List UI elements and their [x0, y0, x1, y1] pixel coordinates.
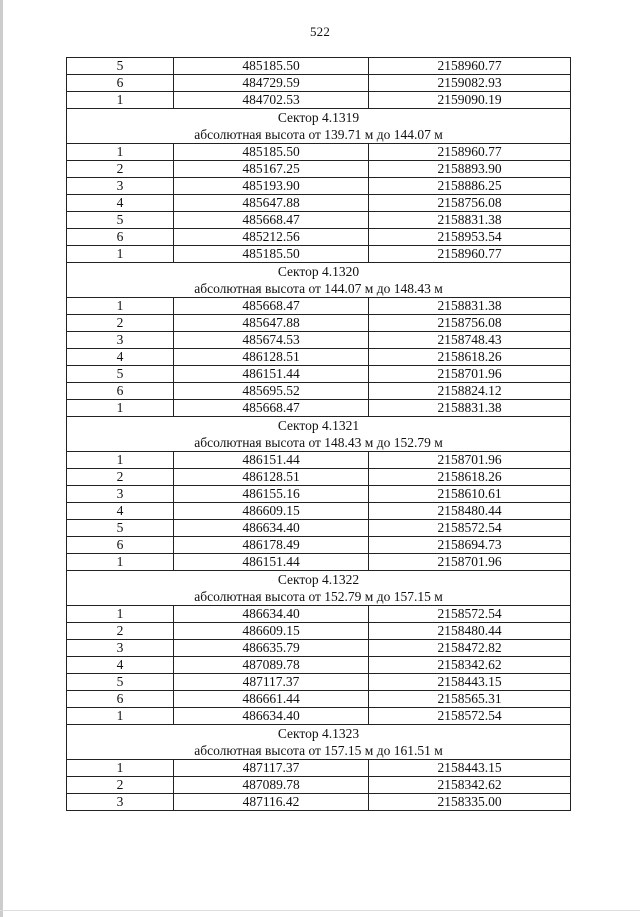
sector-title-row — [67, 725, 571, 743]
point-number: 6 — [67, 691, 174, 708]
coordinate-x: 485193.90 — [174, 178, 369, 195]
point-number: 1 — [67, 554, 174, 571]
coordinate-y: 2158756.08 — [369, 315, 571, 332]
table-row — [67, 520, 571, 537]
coordinate-y: 2158960.77 — [369, 58, 571, 75]
point-number: 3 — [67, 486, 174, 503]
coordinate-y: 2158953.54 — [369, 229, 571, 246]
coordinate-y: 2158480.44 — [369, 623, 571, 640]
point-number: 1 — [67, 400, 174, 417]
sector-altitude: абсолютная высота от 148.43 м до 152.79 м — [67, 434, 571, 452]
point-number: 4 — [67, 195, 174, 212]
coordinate-x: 486635.79 — [174, 640, 369, 657]
coordinate-x: 486634.40 — [174, 708, 369, 725]
coordinate-y: 2158893.90 — [369, 161, 571, 178]
coordinate-y: 2159082.93 — [369, 75, 571, 92]
coordinate-x: 487089.78 — [174, 777, 369, 794]
sector-altitude-row — [67, 434, 571, 452]
coordinate-y: 2158831.38 — [369, 298, 571, 315]
coordinate-y: 2158443.15 — [369, 760, 571, 777]
table-row — [67, 332, 571, 349]
page-bottom-edge — [0, 910, 640, 911]
table-row — [67, 366, 571, 383]
coordinate-x: 486609.15 — [174, 503, 369, 520]
coordinate-y: 2158610.61 — [369, 486, 571, 503]
coordinate-y: 2158831.38 — [369, 212, 571, 229]
coordinate-x: 486609.15 — [174, 623, 369, 640]
sector-altitude: абсолютная высота от 139.71 м до 144.07 м — [67, 126, 571, 144]
table-row — [67, 657, 571, 674]
coordinate-x: 486151.44 — [174, 554, 369, 571]
coordinate-y: 2158572.54 — [369, 606, 571, 623]
point-number: 2 — [67, 315, 174, 332]
sector-altitude-row — [67, 742, 571, 760]
coordinate-y: 2158960.77 — [369, 144, 571, 161]
coordinate-x: 487117.37 — [174, 760, 369, 777]
coordinate-x: 484729.59 — [174, 75, 369, 92]
coordinate-x: 485647.88 — [174, 315, 369, 332]
table-row — [67, 606, 571, 623]
sector-title: Сектор 4.1319 — [67, 109, 571, 127]
table-row — [67, 400, 571, 417]
sector-altitude: абсолютная высота от 152.79 м до 157.15 м — [67, 588, 571, 606]
coordinate-y: 2158886.25 — [369, 178, 571, 195]
coordinate-y: 2158831.38 — [369, 400, 571, 417]
sector-title: Сектор 4.1323 — [67, 725, 571, 743]
coordinate-y: 2159090.19 — [369, 92, 571, 109]
point-number: 3 — [67, 178, 174, 195]
table-row — [67, 212, 571, 229]
table-row — [67, 537, 571, 554]
table-row — [67, 383, 571, 400]
coordinate-y: 2158618.26 — [369, 349, 571, 366]
table-row — [67, 794, 571, 811]
coordinate-x: 486155.16 — [174, 486, 369, 503]
coordinate-y: 2158480.44 — [369, 503, 571, 520]
coordinate-x: 486151.44 — [174, 366, 369, 383]
coordinate-y: 2158572.54 — [369, 708, 571, 725]
table-row — [67, 777, 571, 794]
point-number: 5 — [67, 212, 174, 229]
coordinate-y: 2158342.62 — [369, 777, 571, 794]
point-number: 1 — [67, 760, 174, 777]
coordinate-y: 2158960.77 — [369, 246, 571, 263]
coordinate-x: 485674.53 — [174, 332, 369, 349]
sector-title-row — [67, 571, 571, 589]
coordinate-x: 486634.40 — [174, 606, 369, 623]
table-row — [67, 315, 571, 332]
coordinate-y: 2158748.43 — [369, 332, 571, 349]
sector-title: Сектор 4.1322 — [67, 571, 571, 589]
point-number: 5 — [67, 58, 174, 75]
point-number: 1 — [67, 606, 174, 623]
table-row — [67, 452, 571, 469]
point-number: 1 — [67, 708, 174, 725]
table-row — [67, 229, 571, 246]
point-number: 6 — [67, 383, 174, 400]
coordinate-x: 485647.88 — [174, 195, 369, 212]
table-row — [67, 246, 571, 263]
coordinate-x: 486634.40 — [174, 520, 369, 537]
point-number: 1 — [67, 452, 174, 469]
coordinate-x: 485185.50 — [174, 246, 369, 263]
sector-title-row — [67, 109, 571, 127]
table-row — [67, 708, 571, 725]
point-number: 6 — [67, 537, 174, 554]
coordinate-x: 485212.56 — [174, 229, 369, 246]
table-row — [67, 674, 571, 691]
table-row — [67, 349, 571, 366]
coordinate-x: 487089.78 — [174, 657, 369, 674]
coordinates-table-body — [67, 58, 571, 811]
table-row — [67, 75, 571, 92]
scan-edge — [0, 0, 3, 917]
point-number: 1 — [67, 92, 174, 109]
coordinate-x: 485668.47 — [174, 298, 369, 315]
coordinate-x: 486178.49 — [174, 537, 369, 554]
coordinate-x: 485668.47 — [174, 400, 369, 417]
table-row — [67, 58, 571, 75]
table-row — [67, 760, 571, 777]
table-row — [67, 161, 571, 178]
coordinate-x: 486151.44 — [174, 452, 369, 469]
table-row — [67, 92, 571, 109]
point-number: 5 — [67, 520, 174, 537]
table-row — [67, 554, 571, 571]
point-number: 3 — [67, 640, 174, 657]
table-row — [67, 486, 571, 503]
sector-altitude-row — [67, 126, 571, 144]
point-number: 4 — [67, 657, 174, 674]
table-row — [67, 691, 571, 708]
coordinate-x: 485668.47 — [174, 212, 369, 229]
point-number: 6 — [67, 229, 174, 246]
coordinate-y: 2158618.26 — [369, 469, 571, 486]
coordinate-y: 2158342.62 — [369, 657, 571, 674]
sector-title-row — [67, 263, 571, 281]
point-number: 4 — [67, 349, 174, 366]
point-number: 1 — [67, 298, 174, 315]
point-number: 3 — [67, 332, 174, 349]
coordinate-x: 486661.44 — [174, 691, 369, 708]
coordinates-table — [66, 57, 571, 811]
point-number: 4 — [67, 503, 174, 520]
coordinate-x: 485185.50 — [174, 58, 369, 75]
sector-title: Сектор 4.1321 — [67, 417, 571, 435]
sector-altitude: абсолютная высота от 144.07 м до 148.43 м — [67, 280, 571, 298]
coordinate-y: 2158335.00 — [369, 794, 571, 811]
point-number: 1 — [67, 246, 174, 263]
coordinate-y: 2158701.96 — [369, 366, 571, 383]
table-row — [67, 623, 571, 640]
coordinate-x: 485185.50 — [174, 144, 369, 161]
coordinate-x: 486128.51 — [174, 349, 369, 366]
point-number: 2 — [67, 777, 174, 794]
point-number: 5 — [67, 674, 174, 691]
coordinate-y: 2158701.96 — [369, 554, 571, 571]
table-row — [67, 298, 571, 315]
point-number: 2 — [67, 623, 174, 640]
table-row — [67, 195, 571, 212]
coordinate-x: 484702.53 — [174, 92, 369, 109]
coordinate-x: 485167.25 — [174, 161, 369, 178]
coordinate-x: 485695.52 — [174, 383, 369, 400]
coordinate-x: 487117.37 — [174, 674, 369, 691]
point-number: 2 — [67, 469, 174, 486]
sector-altitude-row — [67, 280, 571, 298]
sector-title: Сектор 4.1320 — [67, 263, 571, 281]
table-row — [67, 640, 571, 657]
point-number: 1 — [67, 144, 174, 161]
table-row — [67, 178, 571, 195]
point-number: 2 — [67, 161, 174, 178]
coordinate-y: 2158565.31 — [369, 691, 571, 708]
coordinate-y: 2158824.12 — [369, 383, 571, 400]
coordinate-x: 487116.42 — [174, 794, 369, 811]
coordinate-y: 2158443.15 — [369, 674, 571, 691]
sector-altitude: абсолютная высота от 157.15 м до 161.51 м — [67, 742, 571, 760]
sector-altitude-row — [67, 588, 571, 606]
table-row — [67, 469, 571, 486]
table-row — [67, 503, 571, 520]
coordinate-y: 2158694.73 — [369, 537, 571, 554]
coordinate-x: 486128.51 — [174, 469, 369, 486]
page-number: 522 — [309, 24, 331, 39]
sector-title-row — [67, 417, 571, 435]
table-row — [67, 144, 571, 161]
point-number: 3 — [67, 794, 174, 811]
coordinate-y: 2158472.82 — [369, 640, 571, 657]
coordinate-y: 2158756.08 — [369, 195, 571, 212]
coordinate-y: 2158701.96 — [369, 452, 571, 469]
point-number: 6 — [67, 75, 174, 92]
point-number: 5 — [67, 366, 174, 383]
coordinate-y: 2158572.54 — [369, 520, 571, 537]
